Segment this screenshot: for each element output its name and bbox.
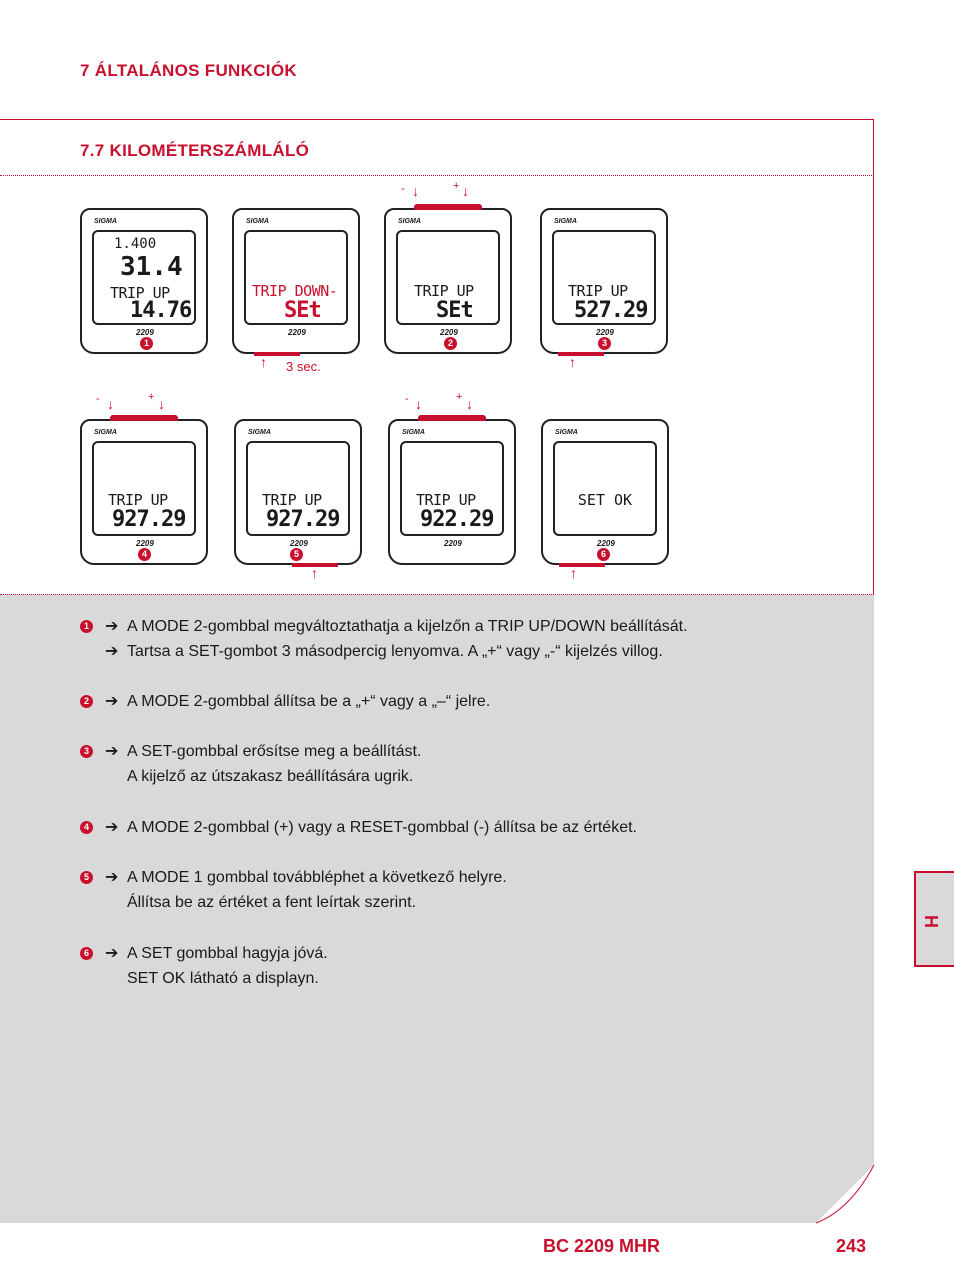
brand-logo: SIGMA (94, 218, 117, 225)
down-arrow-icon: ↓ (412, 183, 419, 199)
instruction-3 (80, 739, 422, 789)
arrow-icon: ➔ (105, 743, 119, 760)
dotted-divider-top (0, 175, 874, 176)
instruction-5 (80, 865, 507, 915)
brand-logo: SIGMA (398, 218, 421, 225)
brand-logo: SIGMA (555, 429, 578, 436)
lcd-trip-value: 527.29 (574, 298, 648, 323)
lcd-trip-label: TRIP UP (414, 282, 474, 300)
mode-buttons[interactable] (414, 204, 482, 210)
down-arrow-icon: ↓ (462, 183, 469, 199)
section-title: 7.7 KILOMÉTERSZÁMLÁLÓ (80, 141, 310, 160)
lcd-trip-value: 922.29 (420, 507, 494, 532)
instruction-text: A MODE 2-gombbal állítsa be a „+“ vagy a „–“ jelre. (127, 693, 491, 710)
step-badge: 1 (140, 337, 153, 350)
plus-sign: + (148, 391, 155, 403)
device-7 (388, 419, 516, 565)
step-badge: 5 (80, 871, 93, 884)
display (553, 441, 657, 536)
lcd-trip-value: 14.76 (130, 298, 192, 323)
lcd-trip-label: TRIP UP (262, 491, 322, 509)
model-label: 2209 (597, 539, 615, 548)
model-label: 2209 (444, 539, 462, 548)
instruction-2 (80, 689, 491, 714)
instruction-6 (80, 941, 328, 991)
step-badge: 3 (80, 745, 93, 758)
model-label: 2209 (136, 328, 154, 337)
down-arrow-icon: ↓ (415, 396, 422, 412)
mode-buttons[interactable] (418, 415, 486, 421)
minus-sign: - (96, 393, 100, 405)
lcd-trip-value: SEt (284, 298, 321, 323)
lcd-trip-label: TRIP UP (568, 282, 628, 300)
brand-logo: SIGMA (554, 218, 577, 225)
footer-title: BC 2209 MHR (543, 1236, 661, 1256)
down-arrow-icon: ↓ (107, 396, 114, 412)
dotted-divider-bottom (0, 594, 874, 595)
instruction-text: A MODE 2-gombbal megváltoztathatja a kijelzőn a TRIP UP/DOWN beállítását. (127, 618, 688, 635)
step-badge: 6 (597, 548, 610, 561)
arrow-icon: ➔ (105, 945, 119, 962)
language-tab-label: H (921, 915, 941, 928)
plus-sign: + (456, 391, 463, 403)
device-6 (234, 419, 362, 565)
lcd-altitude: 1.400 (114, 236, 157, 252)
arrow-icon: ➔ (105, 693, 119, 710)
step-badge: 6 (80, 947, 93, 960)
set-button[interactable] (559, 563, 605, 567)
plus-sign: + (453, 180, 460, 192)
set-button[interactable] (558, 352, 604, 356)
brand-logo: SIGMA (402, 429, 425, 436)
model-label: 2209 (290, 539, 308, 548)
down-arrow-icon: ↓ (158, 396, 165, 412)
page-number: 243 (836, 1236, 867, 1256)
lcd-trip-label: TRIP UP (416, 491, 476, 509)
instruction-text: SET OK látható a displayn. (127, 970, 319, 987)
lcd-trip-label: TRIP DOWN- (252, 282, 338, 300)
lcd-confirm: SET OK (577, 491, 633, 509)
instruction-1 (80, 614, 688, 664)
arrow-icon: ➔ (105, 869, 119, 886)
lcd-trip-value: 927.29 (266, 507, 340, 532)
mode-buttons[interactable] (110, 415, 178, 421)
brand-logo: SIGMA (246, 218, 269, 225)
step-badge: 5 (290, 548, 303, 561)
instruction-text: A SET-gombbal erősítse meg a beállítást. (127, 743, 422, 760)
instruction-text: A MODE 1 gombbal továbbléphet a következő helyre. (127, 869, 507, 886)
minus-sign: - (405, 393, 409, 405)
step-badge: 4 (138, 548, 151, 561)
lcd-trip-label: TRIP UP (110, 284, 170, 302)
hold-duration: 3 sec. (286, 359, 321, 374)
instruction-text: Állítsa be az értéket a fent leírtak szerint. (127, 894, 417, 911)
up-arrow-icon: ↑ (570, 565, 577, 581)
lcd-trip-value: 927.29 (112, 507, 186, 532)
step-badge: 4 (80, 821, 93, 834)
device-8 (541, 419, 669, 565)
instruction-text: A kijelző az útszakasz beállítására ugrik. (127, 768, 414, 785)
instruction-text: A MODE 2-gombbal (+) vagy a RESET-gombbal (-) állítsa be az értéket. (127, 819, 637, 836)
device-3 (384, 208, 512, 354)
model-label: 2209 (136, 539, 154, 548)
step-badge: 1 (80, 620, 93, 633)
instruction-text: Tartsa a SET-gombot 3 másodpercig lenyomva. A „+“ vagy „-“ kijelzés villog. (127, 643, 663, 660)
chapter-title: 7 ÁLTALÁNOS FUNKCIÓK (80, 61, 297, 80)
model-label: 2209 (596, 328, 614, 337)
minus-sign: - (401, 183, 405, 195)
lcd-speed: 31.4 (120, 252, 183, 282)
device-2 (232, 208, 360, 354)
device-4 (540, 208, 668, 354)
lcd-trip-value: SEt (436, 298, 473, 323)
step-badge: 3 (598, 337, 611, 350)
device-1 (80, 208, 208, 354)
up-arrow-icon: ↑ (569, 354, 576, 370)
instruction-4 (80, 815, 637, 840)
brand-logo: SIGMA (94, 429, 117, 436)
down-arrow-icon: ↓ (466, 396, 473, 412)
instruction-text: A SET gombbal hagyja jóvá. (127, 945, 328, 962)
model-label: 2209 (288, 328, 306, 337)
arrow-icon: ➔ (105, 618, 119, 635)
step-badge: 2 (80, 695, 93, 708)
lcd-trip-label: TRIP UP (108, 491, 168, 509)
step-badge: 2 (444, 337, 457, 350)
brand-logo: SIGMA (248, 429, 271, 436)
language-tab[interactable] (914, 871, 954, 967)
arrow-icon: ➔ (105, 819, 119, 836)
model-label: 2209 (440, 328, 458, 337)
device-5 (80, 419, 208, 565)
up-arrow-icon: ↑ (311, 565, 318, 581)
arrow-icon: ➔ (105, 643, 119, 660)
up-arrow-icon: ↑ (260, 354, 267, 370)
